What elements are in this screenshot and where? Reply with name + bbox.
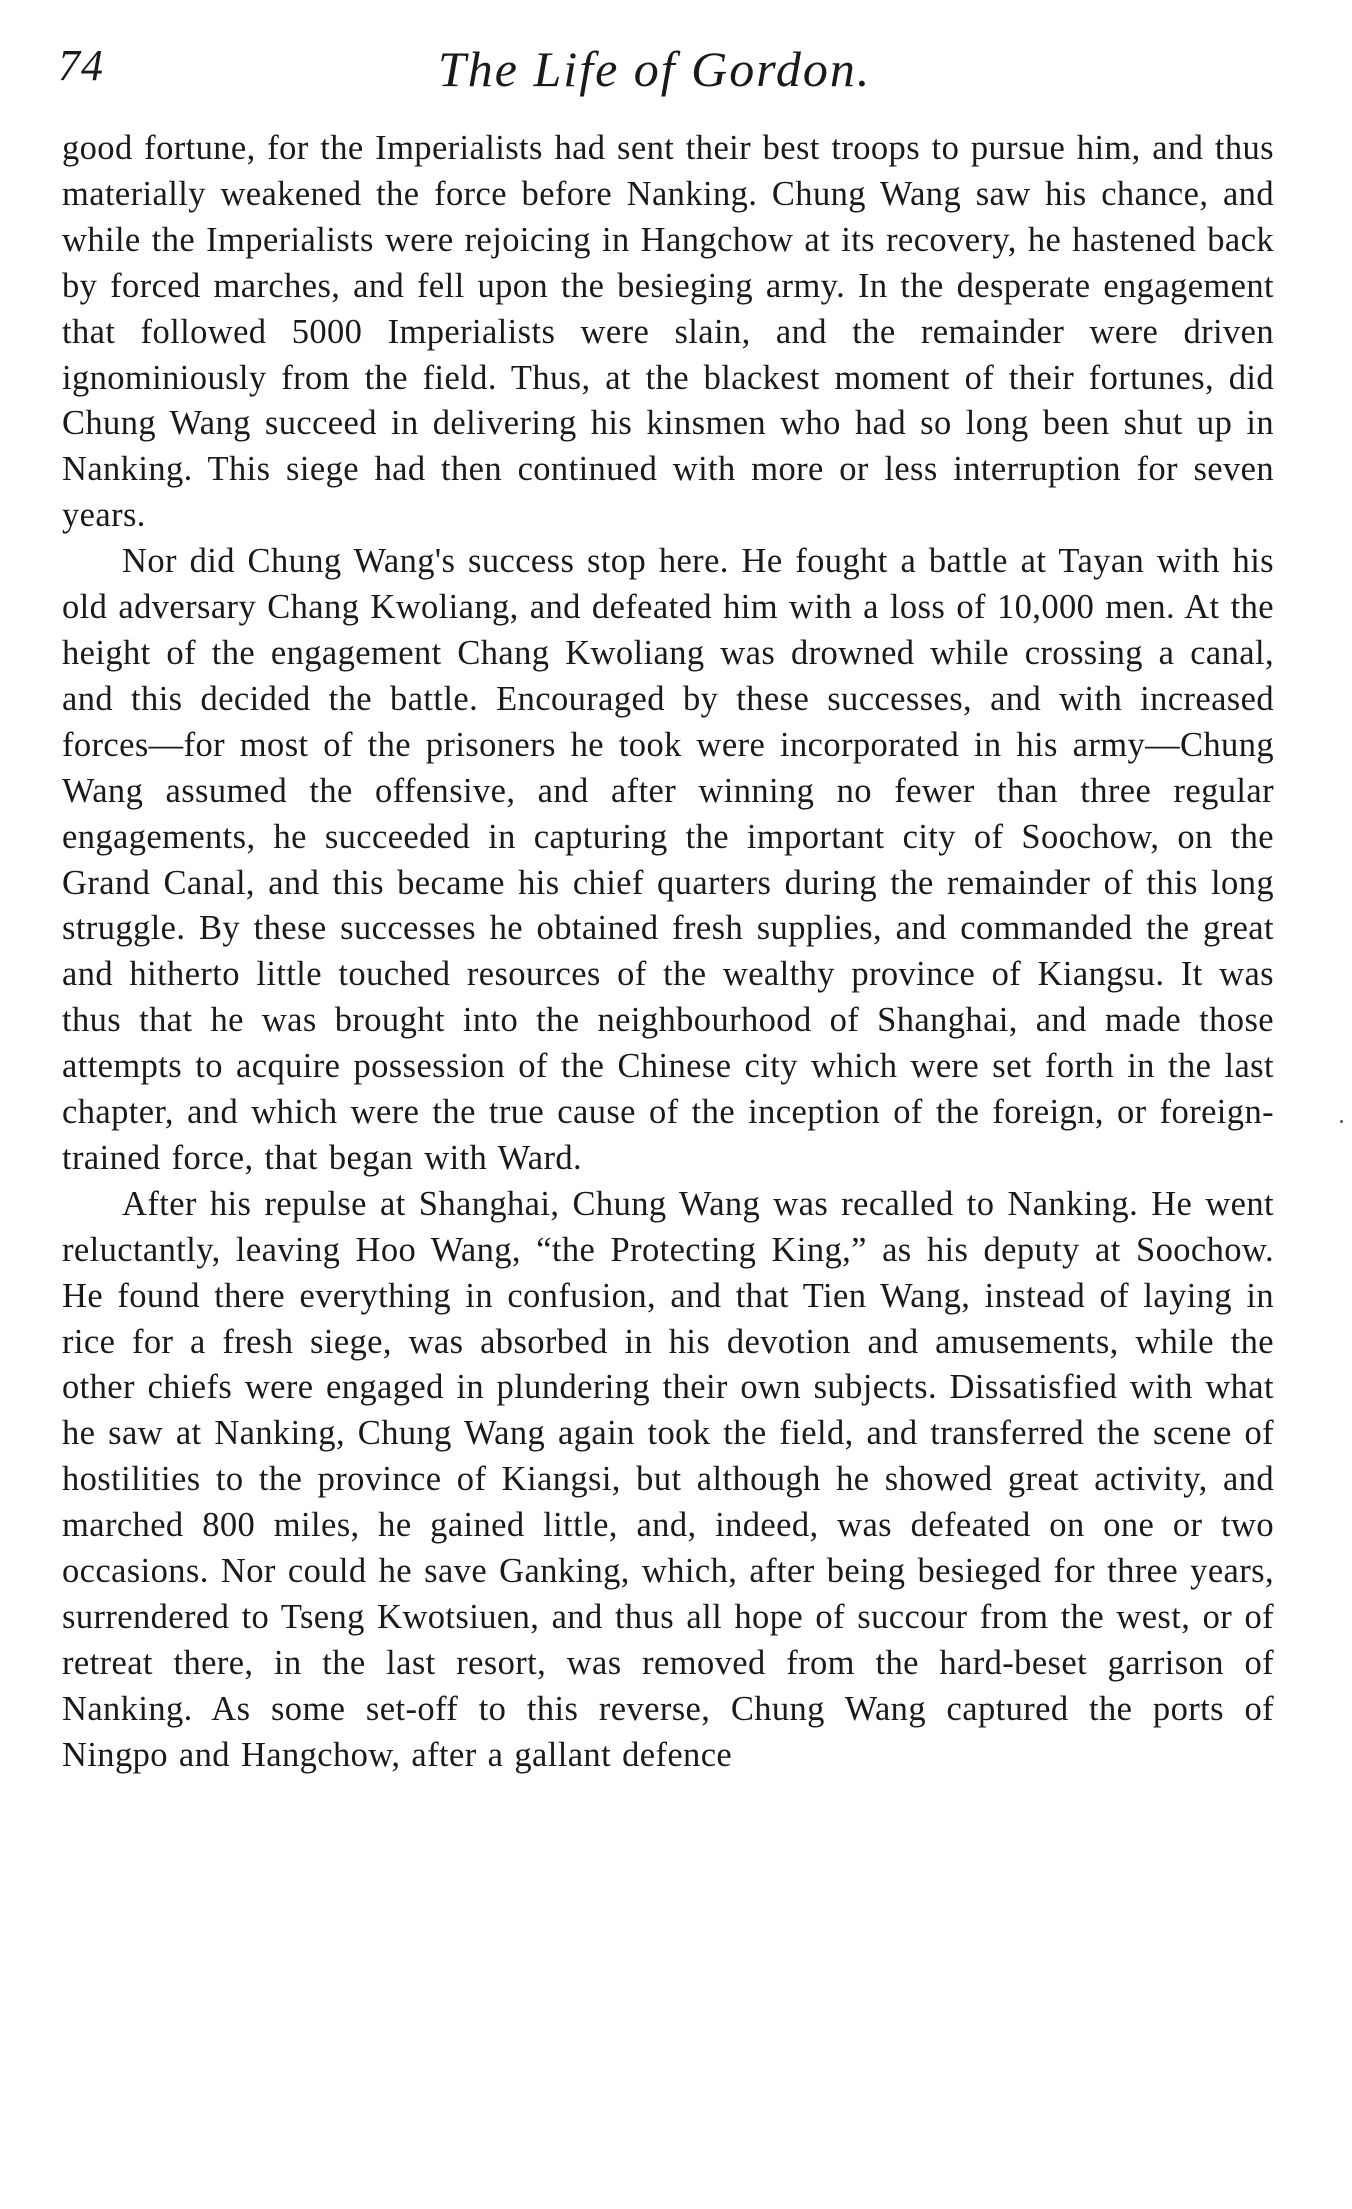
running-title: The Life of Gordon. xyxy=(438,41,872,97)
page-header xyxy=(58,28,1288,98)
paragraph-2: Nor did Chung Wang's success stop here. He fought a battle at Tayan with his old adversary Chang Kwoliang, and defeated him with a loss of 10,000 men. At the height of the engagement Chang Kwoliang was drowned while crossing a canal, and this decided the battle. Encouraged by these successes, and with increased forces—for most of the prisoners he took were incorporated in his army—Chung Wang assumed the offensive, and after winning no fewer than three regular engagements, he succeeded in capturing the important city of Soochow, on the Grand Canal, and this became his chief quarters during the remainder of this long struggle. By these successes he obtained fresh supplies, and commanded the great and hitherto little touched resources of the wealthy province of Kiangsu. It was thus that he was brought into the neighbourhood of Shanghai, and made those attempts to acquire possession of the Chinese city which were set forth in the last chapter, and which were the true cause of the inception of the foreign, or foreign-trained force, that began with Ward. xyxy=(62,542,1274,1177)
page-number: 74 xyxy=(58,41,104,90)
body-text xyxy=(62,126,1274,1779)
paragraph-1: good fortune, for the Imperialists had sent their best troops to pursue him, and thus materially weakened the force before Nanking. Chung Wang saw his chance, and while the Imperialists were rejoicing in Hangchow at its recovery, he hastened back by forced marches, and fell upon the besieging army. In the desperate engagement that followed 5000 Imperialists were slain, and the remainder were driven ignominiously from the field. Thus, at the blackest moment of their fortunes, did Chung Wang succeed in delivering his kinsmen who had so long been shut up in Nanking. This siege had then continued with more or less interruption for seven years. xyxy=(62,129,1274,535)
paper-speck xyxy=(1340,1120,1343,1123)
paragraph-3: After his repulse at Shanghai, Chung Wang was recalled to Nanking. He went reluctantly, leaving Hoo Wang, “the Protecting King,” as his deputy at Soochow. He found there everything in confusion, and that Tien Wang, instead of laying in rice for a fresh siege, was absorbed in his devotion and amusements, while the other chiefs were engaged in plundering their own subjects. Dissatisfied with what he saw at Nanking, Chung Wang again took the field, and transferred the scene of hostilities to the province of Kiangsi, but although he showed great activity, and marched 800 miles, he gained little, and, indeed, was defeated on one or two occasions. Nor could he save Ganking, which, after being besieged for three years, surrendered to Tseng Kwotsiuen, and thus all hope of succour from the west, or of retreat there, in the last resort, was removed from the hard-beset garrison of Nanking. As some set-off to this reverse, Chung Wang captured the ports of Ningpo and Hangchow, after a gallant defence xyxy=(62,1184,1274,1774)
